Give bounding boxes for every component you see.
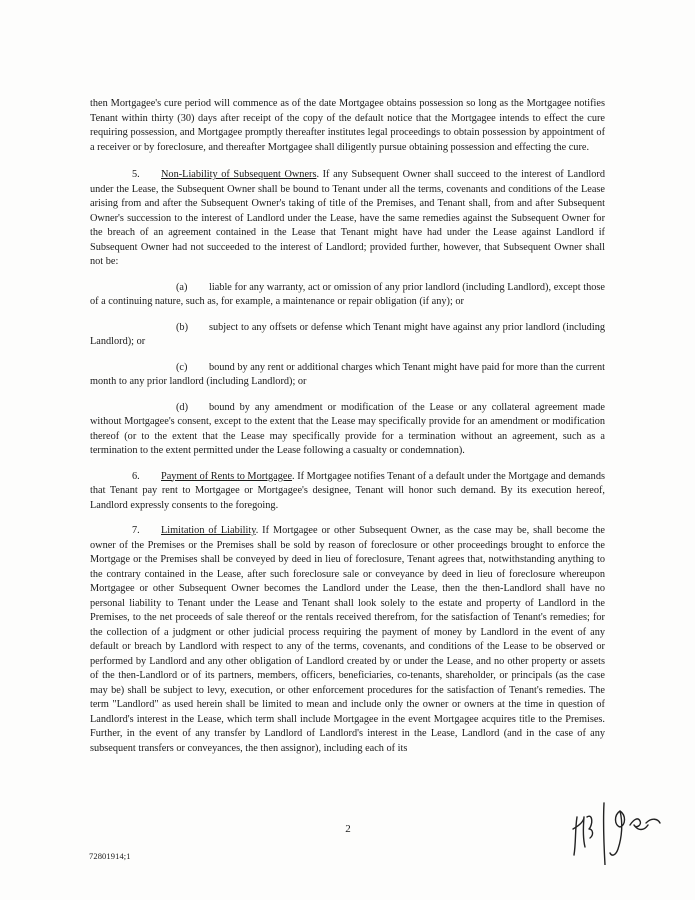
initials-stroke — [574, 817, 577, 855]
clause-b-text: subject to any offsets or defense which Tenant might have against any prior landlord (including Landlord); or — [90, 321, 605, 347]
clause-a — [90, 281, 605, 310]
clause-a-label: (a) — [176, 281, 188, 293]
section-7-paragraph — [90, 524, 605, 756]
clause-b-label: (b) — [176, 321, 189, 333]
initials-stroke — [646, 819, 660, 823]
section-7-number: 7. — [132, 525, 140, 536]
clause-a-text: liable for any warranty, act or omission of any prior landlord (including Landlord), except those of a continuing nature, such as, for example, a maintenance or repair obligation (if any); or — [90, 281, 605, 307]
clause-c-label: (c) — [176, 361, 188, 373]
section-5-number: 5. — [132, 169, 140, 180]
section-6-heading: Payment of Rents to Mortgagee — [161, 470, 293, 482]
clause-d — [90, 401, 605, 459]
page-number: 2 — [345, 823, 351, 835]
section-5-text: . If any Subsequent Owner shall succeed to the interest of Landlord under the Lease, the Subsequent Owner shall be bound to Tenant under all the terms, covenants and conditions of the Lease arising from and after the Subsequent Owner's taking of title of the Premises, and Tenant shall, from and after Subsequent Owner's succession to the interest of Landlord under the Lease, have the same remedies against the Subsequent Owner for the breach of an agreement contained in the Lease that Tenant might have had under the Lease against Landlord if Subsequent Owner had not succeeded to the interest of Landlord; provided further, however, that Subsequent Owner shall not be: — [90, 169, 605, 267]
initials-stroke — [587, 816, 593, 838]
continuation-paragraph: then Mortgagee's cure period will commence as of the date Mortgagee obtains possession so long as the Mortgagee notifies Tenant within thirty (30) days after receipt of the copy of the default notice that the Mortgagee intends to effect the cure requiring possession, and Mortgagee promptly thereafter institutes legal proceedings to obtain possession by appointment of a receiver or by foreclosure, and thereafter Mortgagee shall diligently pursue obtaining possession and effecting the cure. — [90, 98, 605, 153]
section-5-heading: Non-Liability of Subsequent Owners — [161, 169, 317, 180]
document-id: 72801914;1 — [89, 851, 131, 861]
initials-stroke — [610, 811, 625, 855]
section-6-paragraph — [90, 470, 605, 514]
clause-c-text: bound by any rent or additional charges which Tenant might have paid for more than the current month to any prior landlord (including Landlord); or — [90, 361, 605, 387]
clause-c — [90, 361, 605, 390]
initials-divider — [604, 803, 605, 865]
handwritten-initials — [560, 795, 690, 865]
section-5-paragraph — [90, 168, 605, 270]
clause-b — [90, 321, 605, 350]
clause-d-label: (d) — [176, 401, 189, 413]
body-text — [90, 97, 605, 767]
section-7-text: . If Mortgagee or other Subsequent Owner, as the case may be, shall become the owner of the Premises or the Premises shall be sold by reason of foreclosure or other proceedings brought to enforce the Mortgage or the Premises shall be conveyed by deed in lieu of foreclosure, Tenant agrees that, notwithstanding anything to the contrary contained in the Lease, after such foreclosure sale or conveyance by deed in lieu of foreclosure whereupon Mortgagee or other Subsequent Owner becomes the Landlord under the Lease, then the then-Landlord shall have no personal liability to Tenant under the Lease and Tenant shall look solely to the estate and property of Landlord in the Premises, to the net proceeds of sale thereof or the rentals received therefrom, for the satisfaction of Tenant's remedies; for the collection of a judgment or other judicial process requiring the payment of money by Landlord in the event of any default or breach by Landlord with respect to any of the terms, covenants, and conditions of the Lease to be observed or performed by Landlord and any other obligation of Landlord created by or under the Lease, and no other property or assets of the then-Landlord or of its partners, members, officers, beneficiaries, co-tenants, shareholder, or principals (as the case may be) shall be subject to levy, execution, or other enforcement procedures for the satisfaction of Tenant's remedies. The term "Landlord" as used herein shall be limited to mean and include only the owner or owners at the time in question of Landlord's interest in the Lease, which term shall include Mortgagee in the event Mortgagee acquires title to the Premises. Further, in the event of any transfer by Landlord of Landlord's interest in the Lease, Landlord (and in the case of any subsequent transfers or conveyances, the then assignor), including each of its — [90, 525, 605, 754]
initials-stroke — [630, 819, 648, 830]
section-6-number: 6. — [132, 470, 140, 482]
clause-d-text: bound by any amendment or modification of the Lease or any collateral agreement made without Mortgagee's consent, except to the extent that the Lease may specifically provide for an amendment or modification thereof (or to the extent that the Lease may specifically provide for a termination without an agreement, such as a termination to the extent permitted under the Lease following a casualty or condemnation). — [90, 401, 605, 456]
section-7-heading: Limitation of Liability — [161, 525, 256, 536]
section-6-text: . If Mortgagee notifies Tenant of a default under the Mortgage and demands that Tenant pay rent to Mortgagee or Mortgagee's designee, Tenant will honor such demand. By its execution hereof, Landlord expressly consents to the foregoing. — [90, 470, 605, 511]
